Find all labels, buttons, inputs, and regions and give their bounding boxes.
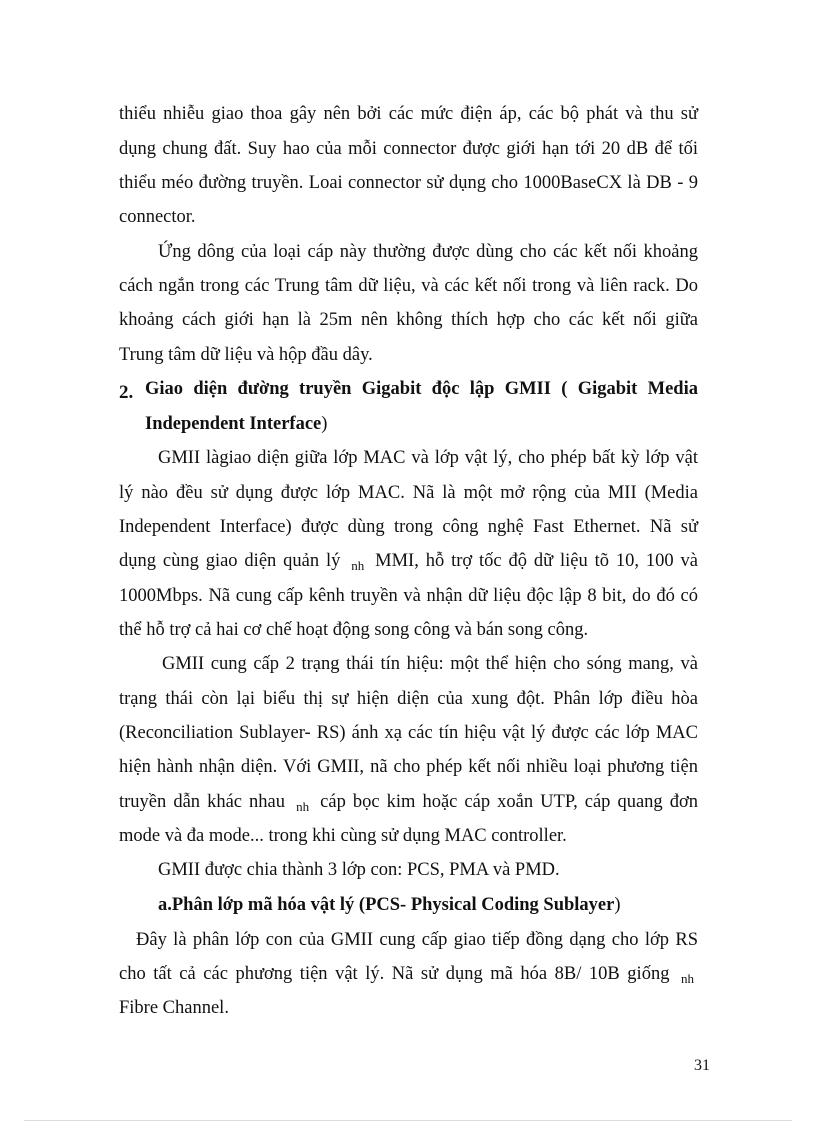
paragraph-3-line-4 [119,549,698,578]
page-number: 31 [694,1057,710,1074]
paragraph-4-line-5-end: cáp bọc kim hoặc cáp xoắn UTP, cáp quang đơn [320,792,699,812]
paragraph-4-line-5-start: truyền dẫn khác nhau [119,792,286,812]
paragraph-3-line-4-start: dụng cùng giao diện quản lý [119,551,341,571]
paragraph-6-line-3: Fibre Channel. [119,998,229,1018]
paragraph-3-line-5: 1000Mbps. Nã cung cấp kênh truyền và nhận dữ liệu độc lập 8 bit, do đó có [119,586,698,606]
section-heading-close: ) [321,414,328,434]
paragraph-3-line-2: lý nào đều sử dụng được lớp MAC. Nã là một mở rộng của MII (Media [119,483,698,503]
paragraph-6-line-1: Đây là phân lớp con của GMII cung cấp giao tiếp đồng dạng cho lớp RS [136,930,698,950]
subscript-nh: nh [296,799,310,814]
paragraph-4-line-2: trạng thái còn lại biểu thị sự hiện diện của xung đột. Phân lớp điều hòa [119,689,698,709]
paragraph-5-line-1: GMII được chia thành 3 lớp con: PCS, PMA và PMD. [158,860,560,880]
paragraph-4-line-1: GMII cung cấp 2 trạng thái tín hiệu: một thể hiện cho sóng mang, và [162,654,698,674]
page-bottom-divider [24,1120,792,1121]
paragraph-2-line-1: Ứng dông của loại cáp này thường được dùng cho các kết nối khoảng [158,242,698,262]
section-heading-line-2 [145,412,698,436]
paragraph-2-line-2: cách ngắn trong các Trung tâm dữ liệu, và các kết nối trong và liên rack. Do [119,276,698,296]
paragraph-1-line-3: thiểu méo đường truyền. Loai connector sử dụng cho 1000BaseCX là DB - 9 [119,173,698,193]
paragraph-4-line-3: (Reconciliation Sublayer- RS) ánh xạ các tín hiệu vật lý được các lớp MAC [119,723,698,743]
paragraph-4-line-5 [119,790,698,819]
paragraph-3-line-6: thể hỗ trợ cả hai cơ chế hoạt động song công và bán song công. [119,620,589,640]
subscript-nh: nh [681,971,694,986]
paragraph-2-line-3: khoảng cách giới hạn là 25m nên không thích hợp cho các kết nối giữa [119,310,698,330]
paragraph-1-line-1: thiểu nhiễu giao thoa gây nên bởi các mức điện áp, các bộ phát và thu sử [119,104,698,124]
paragraph-3-line-1: GMII làgiao diện giữa lớp MAC và lớp vật lý, cho phép bất kỳ lớp vật [158,448,698,468]
paragraph-1-line-2: dụng chung đất. Suy hao của mỗi connector được giới hạn tới 20 dB để tối [119,139,698,159]
section-heading-line-1: Giao diện đường truyền Gigabit độc lập GMII ( Gigabit Media [145,379,698,399]
paragraph-6-line-2 [119,962,698,991]
paragraph-6-line-2-start: cho tất cả các phương tiện vật lý. Nã sử dụng mã hóa 8B/ 10B giống [119,964,670,984]
paragraph-3-line-3: Independent Interface) được dùng trong công nghệ Fast Ethernet. Nã sử [119,517,698,537]
section-number: 2. [119,382,134,403]
paragraph-4-line-4: hiện hành nhận diện. Với GMII, nã cho phép kết nối nhiều loại phương tiện [119,757,698,777]
section-heading-bold: Independent Interface [145,414,322,434]
paragraph-3-line-4-end: MMI, hỗ trợ tốc độ dữ liệu tõ 10, 100 và [375,551,698,571]
paragraph-1-line-4: connector. [119,207,196,227]
subscript-nh: nh [351,558,365,573]
paragraph-4-line-6: mode và đa mode... trong khi cùng sử dụng MAC controller. [119,826,567,846]
paragraph-2-line-4: Trung tâm dữ liệu và hộp đầu dây. [119,345,373,365]
subsection-a-heading [158,893,698,917]
subsection-a-heading-close: ) [614,895,621,915]
subsection-a-heading-bold: a.Phân lớp mã hóa vật lý (PCS- Physical Coding Sublayer [158,895,615,915]
